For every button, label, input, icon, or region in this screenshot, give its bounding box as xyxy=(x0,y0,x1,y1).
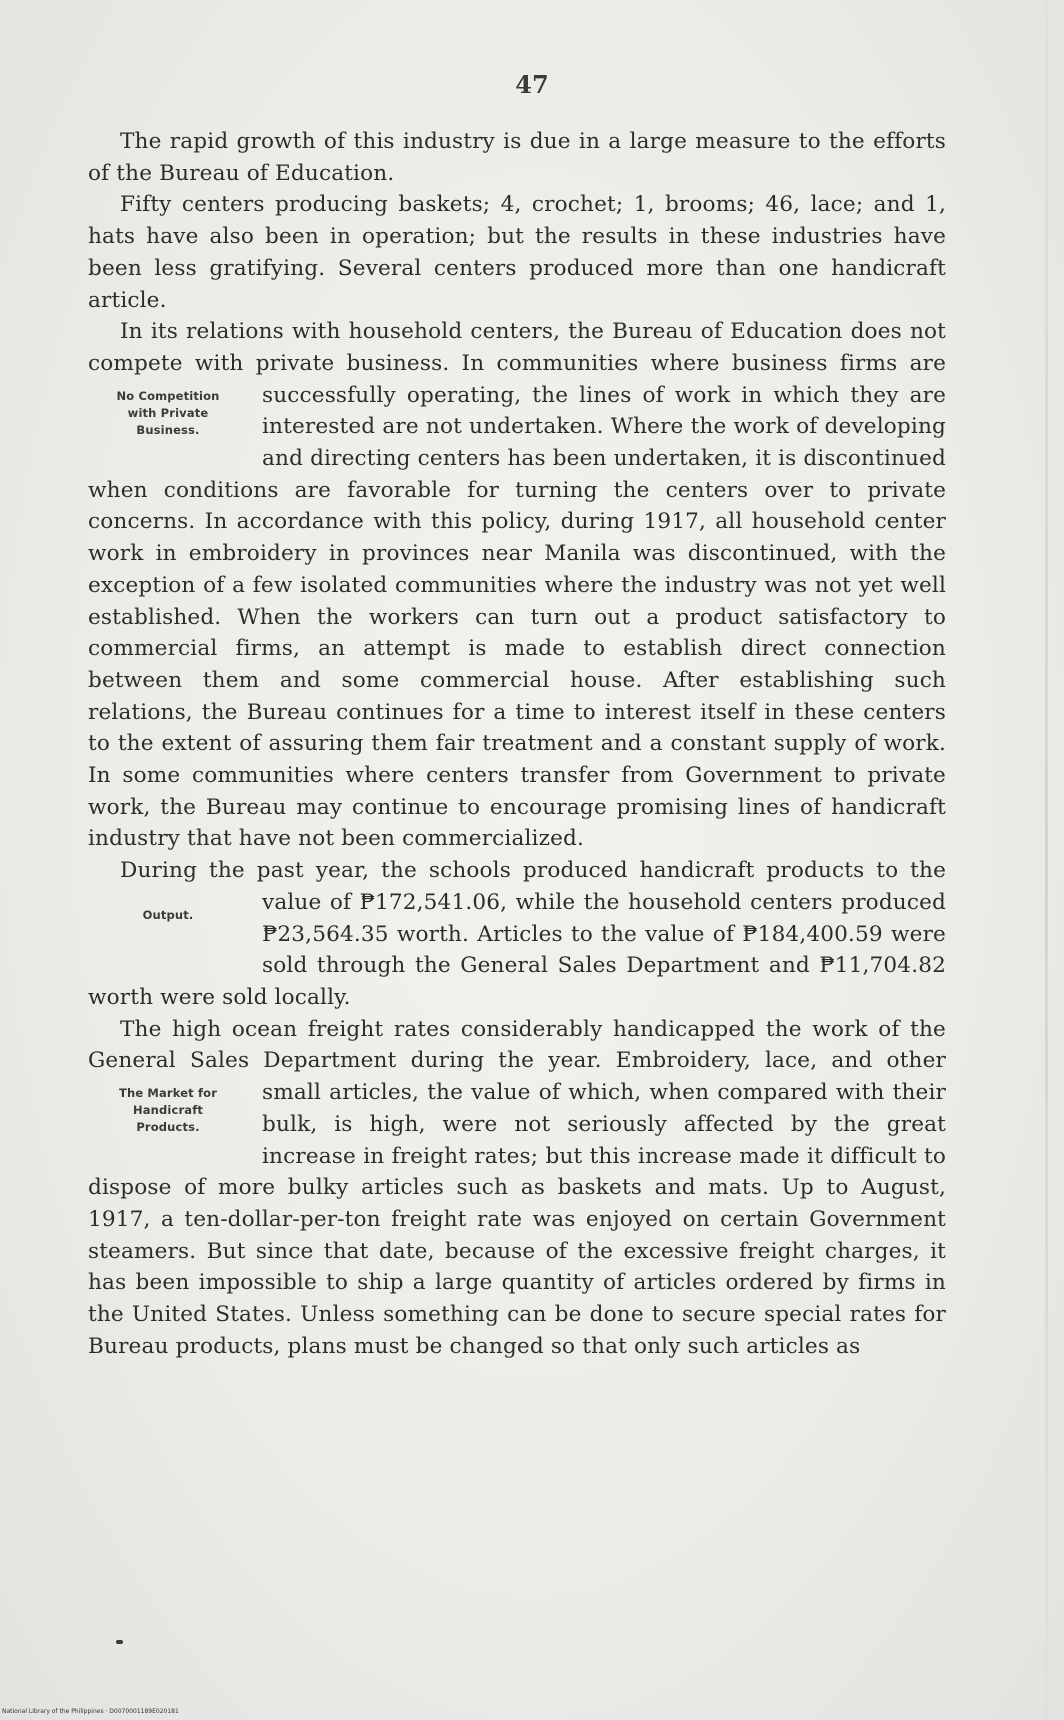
text-private-business-after-note: in which they are interested are not undertaken. Where the work of developing and directing centers has been undertaken, it is discontinued when conditions are favorable for turning the centers over to private concerns. In accordance with this policy, during 1917, all household center work in embroidery in provinces near Manila was discontinued, with the exception of a few isolated communities where the industry was not yet well established. When the workers can turn out a product satisfactory to commercial firms, an attempt is made to establish direct connection between them and some commercial house. After establishing such relations, the Bureau continues for a time to interest itself in these centers to the extent of assuring them fair treatment and a constant supply of work. In some communities where centers transfer from Government to private work, the Bureau may continue to encourage promising lines of handicraft industry that have not been commercialized. xyxy=(88,382,947,852)
side-note-market: The Market for Handicraft Products. xyxy=(118,1086,218,1135)
text-freight-before-note: The high ocean freight rates considerably handicapped the work of the General Sales Department during the year. Embroidery, lace, and other small articles, the value of which, when xyxy=(88,1016,946,1106)
side-note-output: Output. xyxy=(142,907,194,922)
text-freight-after-note: compared with their bulk, is high, were not seriously affected by the great increase in freight rates; but this increase made it difficult to dispose of more bulky articles such as baskets and mats. Up to August, 1917, a ten-dollar-per-ton freight rate was enjoyed on certain Government steamers. But since that date, because of the excessive freight charges, it has been impossible to ship a large quantity of articles ordered by firms in the United States. Unless something can be done to secure special rates for Bureau products, plans must be changed so that only such articles as xyxy=(88,1080,946,1359)
side-note-no-competition: No Competition with Private Business. xyxy=(116,388,220,437)
ink-mark xyxy=(116,1640,123,1644)
paragraph-other-centers: Fifty centers producing baskets; 4, crochet; 1, brooms; 46, lace; and 1, hats have also been in operation; but the results in these industries have been less gratifying. Several centers produced more than one handicraft article. xyxy=(88,192,946,313)
paragraph-bureau-growth: The rapid growth of this industry is due in a large measure to the efforts of the Bureau of Education. xyxy=(88,129,946,186)
body-text xyxy=(88,126,946,1362)
page-number: 47 xyxy=(515,70,549,99)
page-edge-shadow xyxy=(1045,0,1048,1720)
paragraph-private-business xyxy=(88,316,946,855)
text-output-before-note: During the past year, the schools produced handicraft products to the value of ₱172,541.06, while the household cen xyxy=(120,858,946,915)
text-output-after-note: ters produced ₱23,564.35 worth. Articles to the value of ₱184,400.59 were sold through the General Sales Department and ₱11,704.82 worth were sold locally. xyxy=(88,889,946,1010)
paragraph-freight-rates xyxy=(88,1014,946,1363)
text-private-business-before-note: In its relations with household centers, the Bureau of Education does not compete with private business. In communities where business firms are successfully operating, the lines of work xyxy=(88,319,946,408)
scan-footer: National Library of the Philippines · D0070001189E020181 xyxy=(2,1708,179,1715)
paragraph-output xyxy=(88,855,946,1014)
